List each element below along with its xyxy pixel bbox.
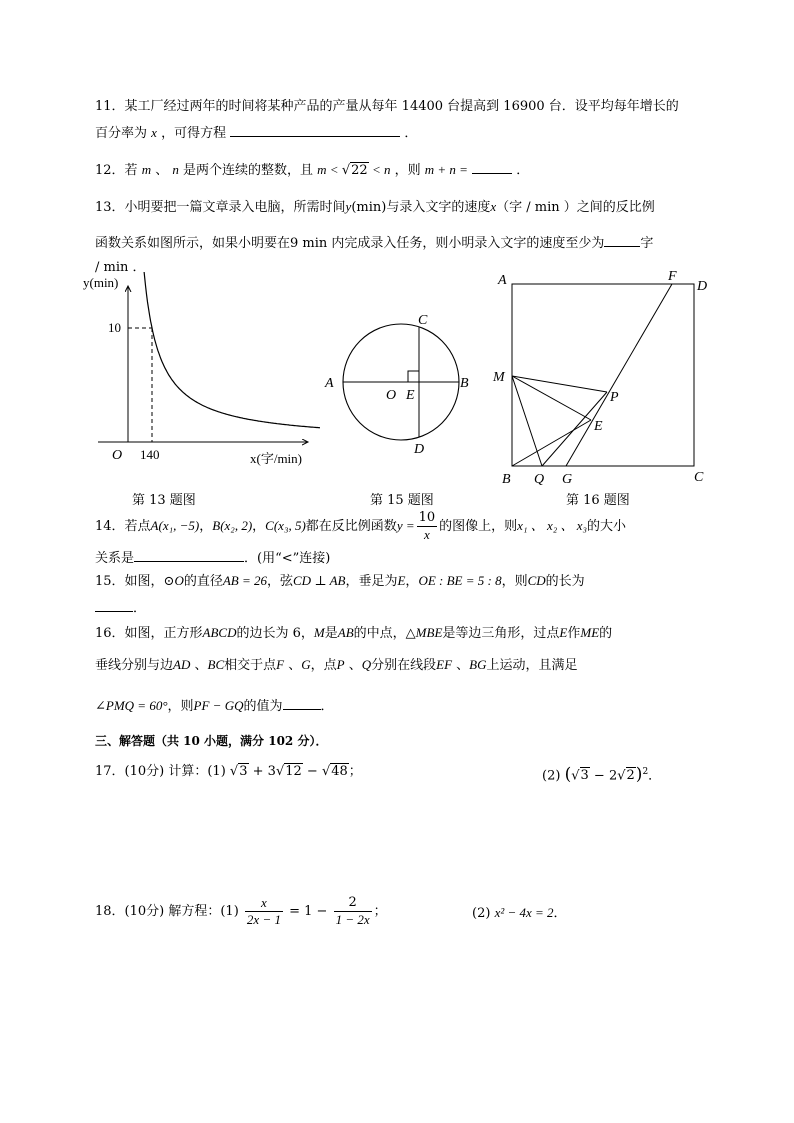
q16-end: ． <box>320 699 334 714</box>
question-15-line1 <box>95 571 585 592</box>
q16-sep2: 、 <box>284 658 302 673</box>
question-15-line2 <box>95 597 146 619</box>
q15-text: 15．如图，⊙ <box>95 574 175 589</box>
q13-text3: （字 / min ）之间的反比例 <box>496 200 655 215</box>
line-FG <box>566 284 672 466</box>
q14-denominator: x <box>423 527 430 542</box>
q16-square: ABCD <box>202 625 237 640</box>
label-G: G <box>562 472 573 487</box>
q17-root12: 12 <box>285 764 302 779</box>
question-16-line3 <box>95 695 334 717</box>
q16-text11: 分别在线段 <box>371 658 437 673</box>
q16-angle: ∠PMQ = 60° <box>95 698 168 713</box>
q18-fraction1 <box>245 895 283 928</box>
q16-ab: AB <box>337 625 354 640</box>
q16-p: P <box>336 657 345 672</box>
q16-e: E <box>559 625 568 640</box>
label-Q: Q <box>534 472 545 487</box>
q12-n: n <box>172 162 179 177</box>
q16-expr: PF − GQ <box>193 698 244 713</box>
q18-num1: x <box>245 895 283 912</box>
q13-unit3: / min ． <box>95 260 146 275</box>
label-A: A <box>498 273 507 288</box>
q13-unit: (min) <box>351 200 387 215</box>
label-E: E <box>406 388 415 403</box>
q11-text: 11．某工厂经过两年的时间将某种产品的产量从每年 14400 台提高到 16900 台．设平均每年增长的 <box>95 99 679 114</box>
q14-coord-c: (x₃, 5) <box>273 518 306 533</box>
q13-text4: 函数关系如图所示，如果小明要在 <box>95 236 291 251</box>
q12-answer-blank[interactable] <box>472 159 512 174</box>
q17-open: ( <box>564 764 572 785</box>
q18-fraction2 <box>334 895 372 928</box>
q14-text4: 的大小 <box>587 519 627 534</box>
label-F: F <box>668 269 677 284</box>
label-E: E <box>594 419 603 434</box>
q17-plus: + 3 <box>248 764 276 779</box>
q17-square: 2 <box>642 767 649 777</box>
label-O: O <box>386 388 397 403</box>
inverse-curve <box>141 272 320 429</box>
y-tick-label: 10 <box>108 320 121 335</box>
q16-text8: 垂线分别与边 <box>95 658 174 673</box>
q13-text: 13．小明要把一篇文章录入电脑，所需时间 <box>95 200 346 215</box>
q16-text7: 的 <box>599 626 613 641</box>
q17-end: ． <box>648 768 662 784</box>
q16-f: F <box>276 657 285 672</box>
q18-eq: = 1 − <box>284 904 332 919</box>
question-17: 17．(10分) 计算：(1) √3 + 3√12 − √48； <box>95 764 362 779</box>
q14-answer-blank[interactable] <box>134 547 244 562</box>
q16-text3: 是 <box>324 626 338 641</box>
question-18-part2 <box>472 903 567 924</box>
q13-nine: 9 <box>290 236 299 251</box>
q12-text2: 是两个连续的整数，且 <box>183 163 314 178</box>
q18-end: ． <box>553 906 567 921</box>
q16-g: G <box>301 657 311 672</box>
q11-end: ． <box>404 126 418 141</box>
figure-15-circle <box>320 305 480 465</box>
q16-text2: 的边长为 6， <box>236 626 314 641</box>
section-3-heading: 三、解答题（共 10 小题，满分 102 分）． <box>95 734 328 748</box>
q16-q: Q <box>361 657 372 672</box>
q14-vars: x₁ 、 x₂ 、 x₃ <box>517 518 588 533</box>
q12-ineq-left: m < <box>317 162 342 177</box>
q17-minus: − <box>302 764 322 779</box>
question-11-line1 <box>95 97 679 117</box>
q14-point-a: A <box>150 518 159 533</box>
question-14-line1 <box>95 509 626 544</box>
q14-text6: ．(用“<”连接) <box>244 551 331 566</box>
q12-text: 12．若 <box>95 163 138 178</box>
q16-text14: 的值为 <box>243 699 283 714</box>
q18-den1: 2x − 1 <box>246 912 281 927</box>
q14-fraction <box>417 510 438 543</box>
q16-me: ME <box>580 625 600 640</box>
q13-text2: 与录入文字的速度 <box>386 200 491 215</box>
q13-x: x <box>490 199 497 214</box>
square-ABCD <box>512 284 694 466</box>
question-13-line2 <box>95 232 653 254</box>
q15-text4: ，垂足为 <box>345 574 398 589</box>
figure-13-caption: 第 13 题图 <box>132 493 196 508</box>
q13-text5: min 内完成录入任务，则小明录入文字的速度至少为 <box>298 236 605 251</box>
q18-den2: 1 − 2x <box>335 912 370 927</box>
q15-answer-blank[interactable] <box>95 597 133 612</box>
q16-text12: 上运动，且满足 <box>486 658 578 673</box>
label-C: C <box>694 470 704 485</box>
q12-text3: ，则 <box>394 163 421 178</box>
label-D: D <box>414 442 425 457</box>
figure-13-graph <box>80 272 320 472</box>
q15-text5: ，则 <box>501 574 528 589</box>
q16-text10: ，点 <box>310 658 337 673</box>
q14-text5: 关系是 <box>95 551 135 566</box>
label-B: B <box>502 472 511 487</box>
q12-end: ． <box>516 163 530 178</box>
q12-sep: 、 <box>155 163 169 178</box>
origin-label: O <box>112 448 123 463</box>
q14-coord-a: (x₁, −5) <box>158 518 200 533</box>
q17-minus2: − 2 <box>589 768 618 784</box>
q13-answer-blank[interactable] <box>604 232 640 247</box>
label-D: D <box>697 279 708 294</box>
q16-triangle: △MBE <box>405 625 443 640</box>
q16-sep3: 、 <box>344 658 362 673</box>
label-P: P <box>610 390 619 405</box>
q16-ef: EF <box>436 657 453 672</box>
question-14-line2 <box>95 547 330 569</box>
q16-text13: ，则 <box>167 699 194 714</box>
question-16-line2 <box>95 655 578 676</box>
q16-bg: BG <box>469 657 487 672</box>
q16-text9: 相交于点 <box>224 658 277 673</box>
q17-part2-label: (2) <box>542 768 561 784</box>
question-18 <box>95 895 387 929</box>
q15-cd: CD ⊥ AB <box>293 573 346 588</box>
q17-close: ) <box>635 764 643 785</box>
q14-sep2: ， <box>252 519 266 534</box>
q15-o: O <box>174 573 184 588</box>
segment-MQ <box>512 376 542 466</box>
question-16-line1 <box>95 623 612 644</box>
question-17-part2: (2) $(√3 - 2√2)^2$． <box>542 764 662 785</box>
q17-root2: 2 <box>626 768 635 784</box>
q14-text3: 的图像上，则 <box>439 519 518 534</box>
q16-text5: 是等边三角形，过点 <box>442 626 560 641</box>
q16-ad: AD <box>173 657 191 672</box>
q18-part2-label: (2) <box>472 906 491 921</box>
q15-text2: 的直径 <box>183 574 223 589</box>
q11-var: x <box>151 125 157 140</box>
q15-e: E <box>397 573 406 588</box>
q18-semi: ； <box>373 904 387 919</box>
question-13-line1 <box>95 197 655 218</box>
q16-sep1: 、 <box>190 658 208 673</box>
x-tick-label: 140 <box>140 447 160 462</box>
q14-coord-b: (x₂, 2) <box>220 518 253 533</box>
label-M: M <box>493 370 505 385</box>
q15-sep: ， <box>405 574 419 589</box>
q13-unit2: 字 <box>640 236 654 251</box>
q12-root: 22 <box>351 163 368 178</box>
label-A: A <box>325 376 334 391</box>
q16-answer-blank[interactable] <box>283 695 321 710</box>
q12-m: m <box>141 162 152 177</box>
q14-sep1: ， <box>199 519 213 534</box>
q18-eq2: x² − 4x = 2 <box>494 905 554 920</box>
q14-text2: 都在反比例函数 <box>305 519 397 534</box>
q11-text3: ，可得方程 <box>161 126 227 141</box>
q11-answer-blank[interactable] <box>230 122 400 137</box>
q18-text: 18．(10分) 解方程：(1) <box>95 904 239 919</box>
q16-text4: 的中点， <box>353 626 406 641</box>
q15-ratio: OE : BE = 5 : 8 <box>418 573 502 588</box>
q14-point-c: C <box>265 518 274 533</box>
q14-point-b: B <box>212 518 221 533</box>
y-axis-label: y(min) <box>83 275 119 290</box>
q12-ineq-right: < n <box>368 162 391 177</box>
figure-15-caption: 第 15 题图 <box>370 493 434 508</box>
question-11-line2 <box>95 122 417 144</box>
q17-root3: 3 <box>239 764 248 779</box>
question-12: 12．若 m 、 n 是两个连续的整数，且 m < √22 < n ，则 m + n = ． <box>95 159 529 181</box>
figure-16-square <box>490 262 720 492</box>
q14-func: y = <box>396 518 415 533</box>
q15-text3: ，弦 <box>267 574 294 589</box>
q16-sep4: 、 <box>452 658 470 673</box>
q17-semi: ； <box>348 764 362 779</box>
q14-text: 14．若点 <box>95 519 151 534</box>
x-axis-label: x(字/min) <box>250 451 302 466</box>
q14-numerator: 10 <box>418 510 436 525</box>
q18-num2: 2 <box>334 895 372 912</box>
q12-sum: m + n = <box>424 162 468 177</box>
q16-text6: 作 <box>567 626 581 641</box>
right-angle-mark <box>408 371 419 382</box>
q11-text2: 百分率为 <box>95 126 148 141</box>
q15-end: ． <box>133 601 147 616</box>
q15-ab: AB = 26 <box>222 573 267 588</box>
label-C: C <box>418 313 428 328</box>
q15-cd2: CD <box>527 573 546 588</box>
label-B: B <box>460 376 469 391</box>
figure-16-caption: 第 16 题图 <box>566 493 630 508</box>
q17-root48: 48 <box>331 764 348 779</box>
q16-text: 16．如图，正方形 <box>95 626 203 641</box>
q16-bc: BC <box>207 657 225 672</box>
q17-root3b: 3 <box>580 768 589 784</box>
q17-text: 17．(10分) 计算：(1) <box>95 764 226 779</box>
q13-y: y <box>345 199 352 214</box>
q16-m: M <box>313 625 325 640</box>
q15-text6: 的长为 <box>545 574 585 589</box>
